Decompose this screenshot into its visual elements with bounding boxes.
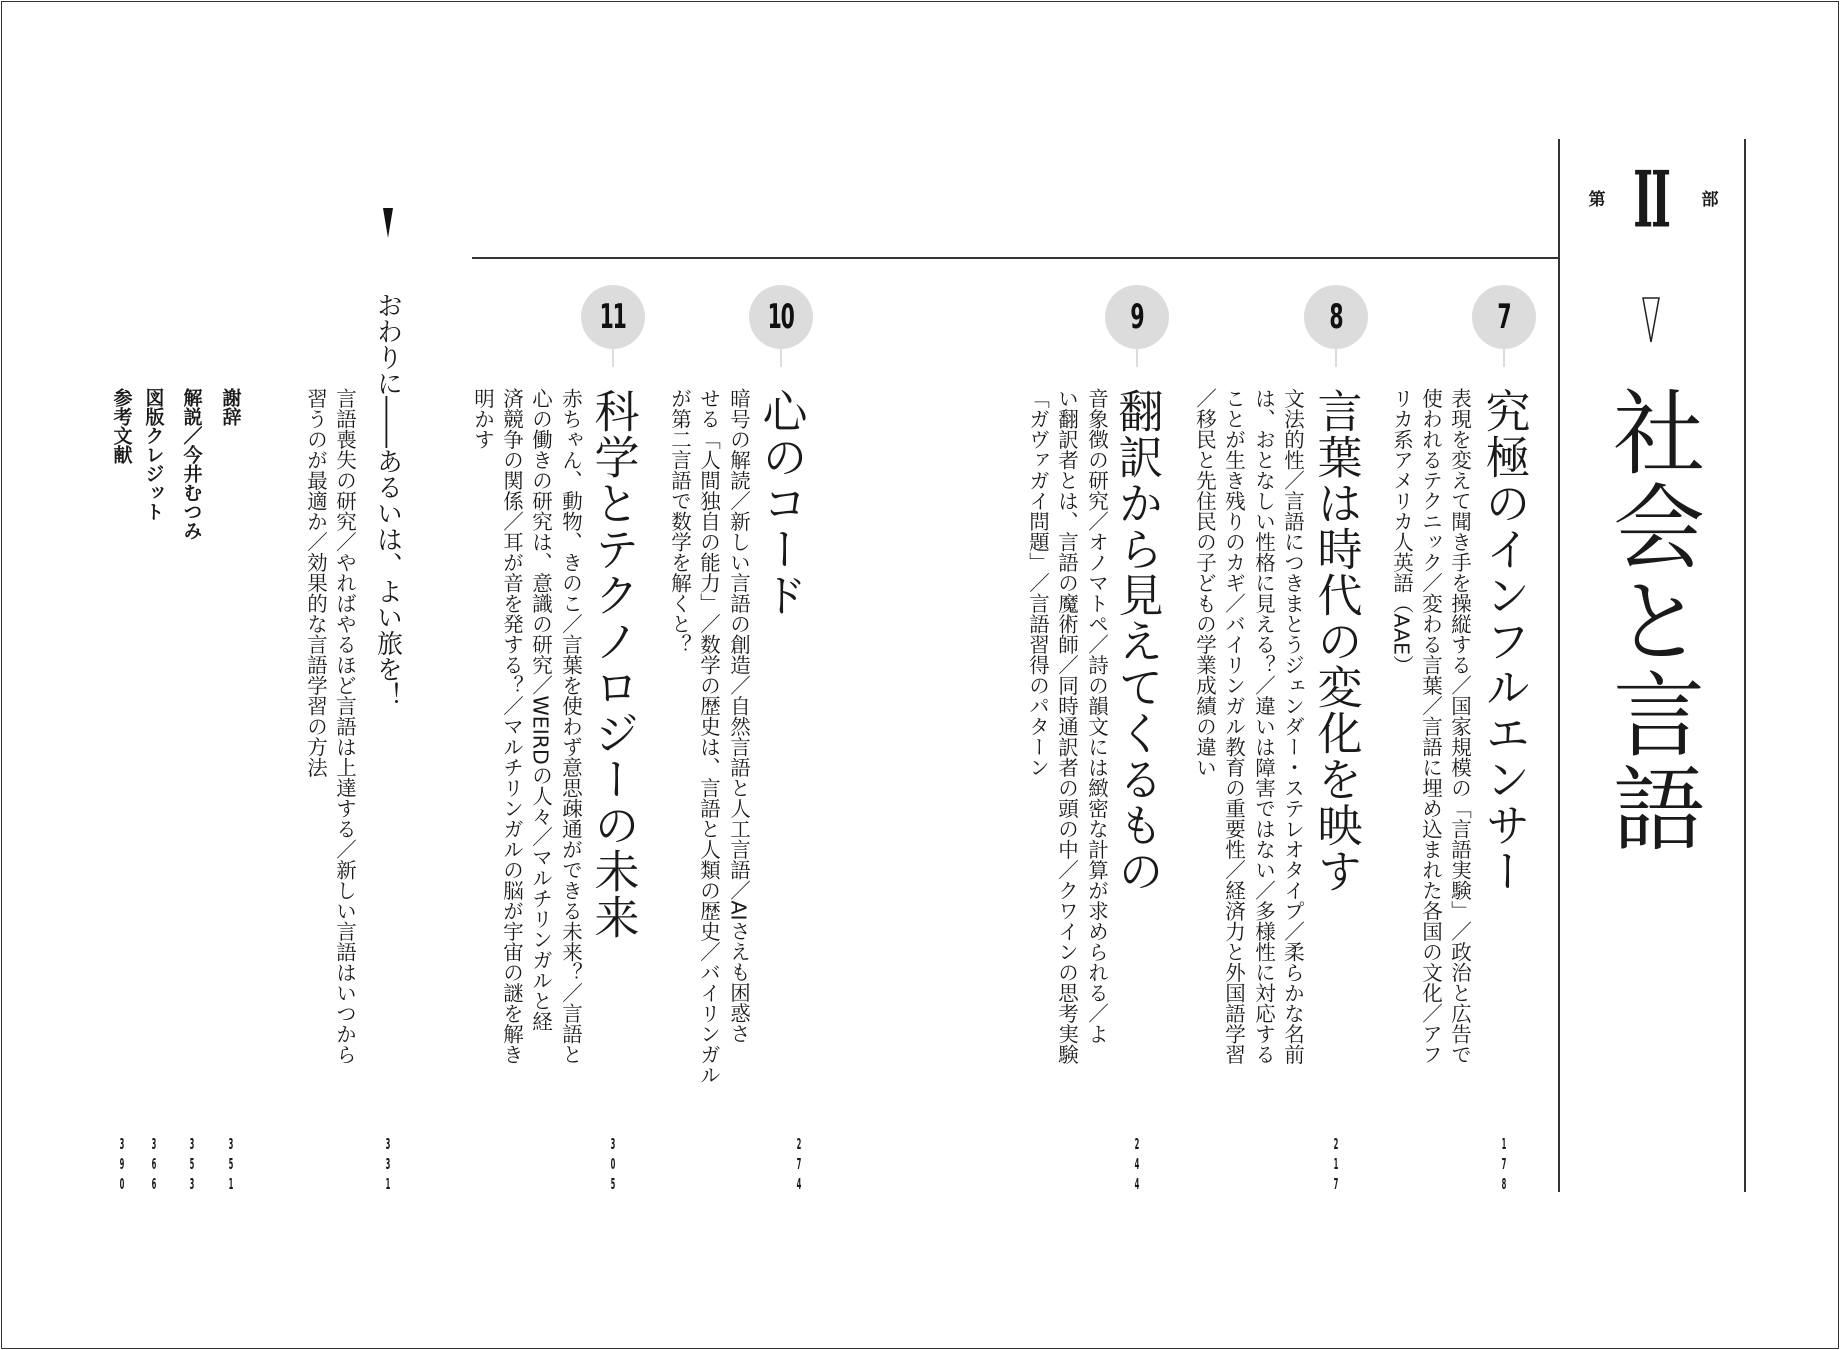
back-matter-page-number: 3 6 6 (151, 1135, 157, 1193)
chapter-summary-line: 済競争の関係／耳が音を発する？／マルチリンガルの脳が宇宙の謎を解き (499, 388, 524, 1065)
chapter-title[interactable]: 究極のインフルエンサー (1477, 388, 1531, 894)
chapter-page-number: 2 4 4 (1134, 1135, 1140, 1193)
chapter-summary-line: ／移民と先住民の子どもの学業成績の違い (1192, 388, 1217, 778)
chapter-summary-line: せる「人間独自の能力」／数学の歴史は、言語と人類の歴史／バイリンガル (696, 388, 721, 1085)
chapter-number: 9 (1130, 297, 1144, 337)
badge-stem (1136, 349, 1138, 367)
chapter-number-badge (1105, 285, 1169, 349)
chapter-summary-line: が第二言語で数学を解くと？ (667, 388, 692, 655)
back-matter-item[interactable]: 謝辞 (219, 388, 242, 426)
afterword-summary-line: 習うのが最適か／効果的な言語学習の方法 (303, 388, 328, 778)
part-numeral: II (1633, 154, 1669, 246)
part-suffix: 部 (1697, 190, 1718, 207)
badge-stem (1503, 349, 1505, 367)
triangle-down-outline-icon (1642, 297, 1660, 343)
chapter-page-number: 2 7 4 (796, 1135, 802, 1193)
back-matter-item[interactable]: 解説／今井むつみ (180, 388, 203, 540)
chapter-summary-line: リカ系アメリカ人英語（AAE） (1389, 388, 1414, 676)
back-matter-page-number: 3 9 0 (119, 1135, 125, 1193)
afterword-title[interactable]: おわりに――あるいは、よい旅を！ (372, 292, 403, 708)
part-divider-left (1558, 139, 1560, 1192)
chapter-summary-line: 表現を変えて聞き手を操縦する／国家規模の「言語実験」／政治と広告で (1447, 388, 1472, 1065)
chapter-summary-line: は、おとなしい性格に見える？／違いは障害ではない／多様性に対応する (1251, 388, 1276, 1065)
chapter-summary-line: 使われるテクニック／変わる言葉／言語に埋め込まれた各国の文化／アフ (1418, 388, 1443, 1065)
back-matter-item[interactable]: 参考文献 (110, 388, 133, 464)
chapter-summary-line: い翻訳者とは、言語の魔術師／同時通訳者の頭の中／クワインの思考実験 (1054, 388, 1079, 1065)
triangle-down-filled-icon (383, 208, 393, 238)
chapter-title[interactable]: 心のコード (754, 388, 808, 618)
back-matter-item[interactable]: 図版クレジット (142, 388, 165, 521)
chapter-summary-line: 文法的性／言語につきまとうジェンダー・ステレオタイプ／柔らかな名前 (1280, 388, 1305, 1065)
chapter-number-badge (749, 285, 813, 349)
chapter-number-badge (1304, 285, 1368, 349)
chapter-number-badge (1472, 285, 1536, 349)
chapter-summary-line: 心の働きの研究は、意識の研究／WEIRDの人々／マルチリンガルと経 (528, 388, 553, 1032)
part-divider-right (1744, 139, 1746, 1192)
chapter-header-rule (472, 257, 1559, 259)
afterword-summary-line: 言語喪失の研究／やればやるほど言語は上達する／新しい言語はいつから (332, 388, 357, 1065)
badge-stem (612, 349, 614, 367)
badge-stem (1335, 349, 1337, 367)
chapter-page-number: 1 7 8 (1501, 1135, 1507, 1193)
page-frame (1, 1, 1839, 1349)
chapter-number: 8 (1329, 297, 1343, 337)
chapter-summary-line: 明かす (470, 388, 495, 450)
part-prefix: 第 (1584, 190, 1605, 207)
chapter-summary-line: 暗号の解読／新しい言語の創造／自然言語と人工言語／AIさえも困惑さ (726, 388, 751, 1044)
afterword-page: 3 3 1 (385, 1135, 391, 1193)
chapter-title[interactable]: 翻訳から見えてくるもの (1110, 388, 1164, 894)
chapter-title[interactable]: 科学とテクノロジーの未来 (586, 388, 640, 940)
chapter-number-badge (581, 285, 645, 349)
chapter-page-number: 3 0 5 (610, 1135, 616, 1193)
part-title: 社会と言語 (1598, 385, 1705, 855)
badge-stem (780, 349, 782, 367)
chapter-number: 7 (1497, 297, 1511, 337)
chapter-summary-line: ことが生き残りのカギ／バイリンガル教育の重要性／経済力と外国語学習 (1221, 388, 1246, 1065)
chapter-page-number: 2 1 7 (1333, 1135, 1339, 1193)
back-matter-page-number: 3 5 1 (228, 1135, 234, 1193)
chapter-summary-line: 赤ちゃん、動物、きのこ／言葉を使わず意思疎通ができる未来？／言語と (558, 388, 583, 1065)
chapter-title[interactable]: 言葉は時代の変化を映す (1309, 388, 1363, 894)
chapter-summary-line: 「ガヴァガイ問題」／言語習得のパターン (1025, 388, 1050, 778)
chapter-number: 10 (767, 297, 794, 337)
back-matter-page-number: 3 5 3 (189, 1135, 195, 1193)
chapter-summary-line: 音象徴の研究／オノマトペ／詩の韻文には緻密な計算が求められる／よ (1084, 388, 1109, 1044)
chapter-number: 11 (599, 297, 626, 337)
